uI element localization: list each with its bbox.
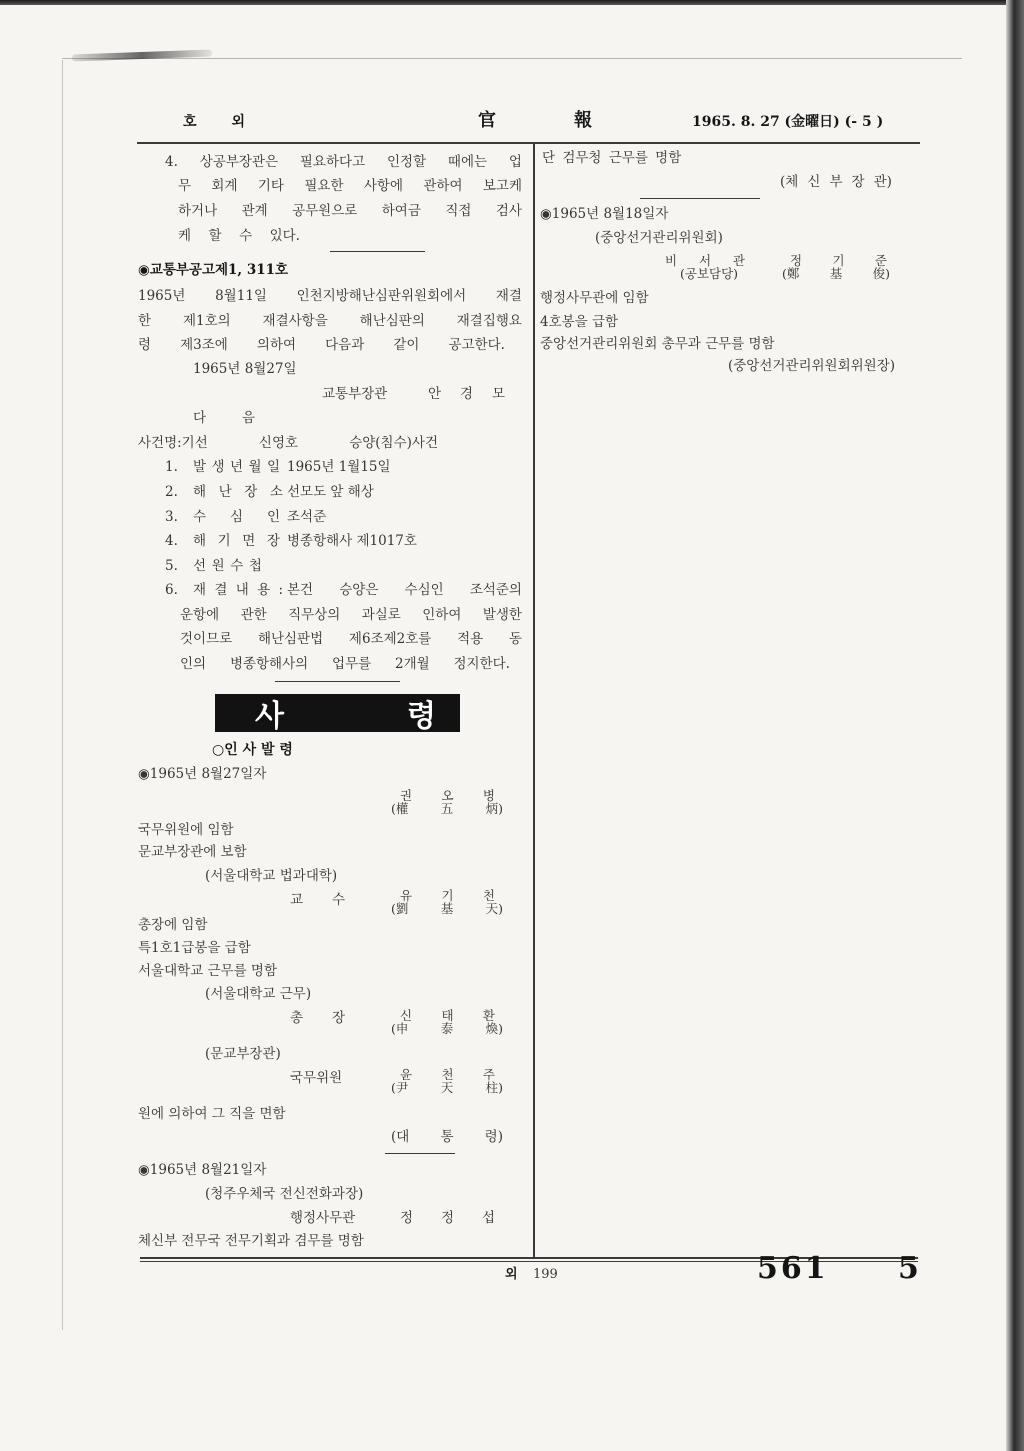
glyph-group: 장	[266, 533, 280, 549]
person-subtitle: (공보담당)	[680, 266, 739, 281]
glyph-group: 장	[244, 484, 258, 500]
glyph-group: 교	[290, 892, 304, 908]
glyph-group: 천	[441, 1067, 454, 1082]
section-rule	[385, 1153, 455, 1154]
glyph-group: 인천지방해난심판위원회에서	[296, 288, 467, 304]
glyph-group: 윤	[400, 1067, 413, 1082]
glyph-group: 하여금	[381, 203, 421, 219]
person-affiliation: (청주우체국 전신전화과장)	[205, 1186, 364, 1202]
glyph-group: 용	[257, 582, 271, 598]
personnel-heading: ○인 사 발 령	[212, 742, 293, 758]
glyph-group: 첩	[248, 558, 262, 574]
notice-date: 1965년 8월27일	[193, 361, 297, 377]
glyph-group: 섭	[481, 1210, 495, 1226]
person-name-hanja	[391, 802, 503, 815]
glyph-group: 난	[218, 484, 232, 500]
ruling-line	[180, 631, 522, 647]
glyph-group: 업무를	[332, 656, 372, 672]
edition-label	[183, 114, 245, 130]
glyph-group: 같이	[393, 337, 420, 353]
glyph-group: 정	[400, 1210, 414, 1226]
item-label	[193, 459, 280, 475]
item-number: 6.	[165, 582, 178, 598]
item-label	[193, 484, 283, 500]
glyph-group: 신	[400, 1008, 413, 1023]
notice-body-line	[138, 313, 522, 329]
order-line: 4호봉을 급함	[540, 314, 619, 330]
person-name-hanja	[391, 902, 503, 915]
glyph-group: 총	[290, 1010, 304, 1026]
item-value: 조석준	[287, 509, 327, 525]
glyph-group: 天)	[485, 901, 503, 916]
glyph-group: 재결사항을	[262, 313, 328, 329]
item-number: 4.	[165, 533, 178, 549]
item-label	[193, 582, 283, 598]
glyph-group: 2개월	[395, 656, 430, 672]
item-number: 3.	[165, 509, 178, 525]
notice-heading: ◉교통부공고제1, 311호	[138, 262, 289, 278]
glyph-group: 안	[428, 386, 442, 402]
person-name-hanja	[782, 267, 890, 280]
glyph-group: 기	[441, 888, 454, 903]
glyph-group: 수	[230, 558, 244, 574]
glyph-group: 외	[231, 114, 245, 130]
article-4-line	[178, 203, 522, 219]
glyph-group: (鄭	[782, 266, 800, 281]
glyph-group: 관한	[240, 607, 267, 623]
masthead-title-right: 報	[574, 110, 592, 131]
section-rule	[330, 251, 425, 252]
page-number: 5	[898, 1251, 922, 1286]
notice-signer-title: 교통부장관	[322, 386, 388, 402]
glyph-group: 승양(침수)사건	[349, 435, 438, 451]
glyph-group: 천	[482, 888, 495, 903]
glyph-group: 결	[214, 582, 228, 598]
glyph-group: 년	[229, 459, 244, 475]
glyph-group: 무	[178, 178, 192, 194]
order-line: 단 검무청 근무를 명함	[542, 150, 682, 166]
ruling-line	[180, 607, 522, 623]
glyph-group: 선	[193, 558, 207, 574]
personnel-date: ◉1965년 8월21일자	[138, 1162, 267, 1178]
glyph-group: 관하여	[423, 178, 463, 194]
glyph-group: 직접	[445, 203, 472, 219]
glyph-group: 8월11일	[215, 288, 267, 304]
person-title	[290, 892, 345, 908]
glyph-group: 五	[440, 801, 454, 816]
glyph-group: 俊)	[872, 266, 890, 281]
glyph-group: (權	[391, 801, 409, 816]
glyph-group: 인의	[180, 656, 207, 672]
order-line: 중앙선거관리위원회 총무과 근무를 명함	[540, 336, 775, 352]
item-number: 5.	[165, 558, 178, 574]
glyph-group: 재결집행요	[456, 313, 522, 329]
order-line: 행정사무관에 임함	[540, 290, 649, 306]
glyph-group: 기	[217, 533, 231, 549]
glyph-group: 발생한	[482, 607, 522, 623]
glyph-group: 泰	[440, 1021, 454, 1036]
glyph-group: 정	[790, 253, 803, 268]
glyph-group: 주	[482, 1067, 495, 1082]
glyph-group: 장	[851, 174, 865, 190]
glyph-group: (劉	[391, 901, 409, 916]
glyph-group: 기	[832, 253, 845, 268]
glyph-group: 있다.	[269, 228, 300, 244]
section-rule	[640, 198, 760, 199]
glyph-group: 병	[482, 788, 495, 803]
glyph-group: 적용	[457, 631, 484, 647]
order-line: 국무위원에 임함	[138, 822, 234, 838]
glyph-group: 의하여	[256, 337, 297, 353]
glyph-group: 령)	[484, 1129, 503, 1145]
item-label	[193, 533, 280, 549]
glyph-group: 조석준의	[469, 582, 522, 598]
banner-char: 령	[407, 699, 436, 734]
glyph-group: 신영호	[258, 435, 299, 451]
glyph-group: 수	[193, 509, 207, 525]
glyph-group: 할	[208, 228, 222, 244]
issuer-label	[391, 1129, 503, 1145]
glyph-group: 일	[266, 459, 280, 475]
article-4-line	[165, 154, 522, 170]
item-value	[287, 582, 522, 598]
glyph-group: 업	[508, 154, 522, 170]
order-line: 특1호1급봉을 급함	[138, 940, 251, 956]
glyph-group: 基	[829, 266, 843, 281]
glyph-group: 炳)	[485, 801, 503, 816]
section-banner	[215, 694, 460, 732]
glyph-group: 모	[491, 386, 505, 402]
person-title: 행정사무관	[290, 1210, 356, 1226]
glyph-group: 관	[732, 253, 745, 268]
glyph-group: 장	[331, 1010, 345, 1026]
glyph-group: 필요한	[304, 178, 344, 194]
glyph-group: 경	[459, 386, 474, 402]
glyph-group: 사항에	[363, 178, 403, 194]
glyph-group: 基	[440, 901, 454, 916]
item-number: 2.	[165, 484, 178, 500]
glyph-group: 부	[829, 174, 843, 190]
glyph-group: 동	[508, 631, 522, 647]
item-number: 1.	[165, 459, 178, 475]
glyph-group: 인정할	[386, 154, 427, 170]
glyph-group: 제6조제2호를	[348, 631, 432, 647]
glyph-group: 케	[178, 228, 192, 244]
notice-signer-name	[428, 386, 505, 402]
glyph-group: 운항에	[180, 607, 220, 623]
glyph-group: 음	[241, 410, 255, 426]
glyph-group: 해	[193, 533, 207, 549]
glyph-group: 사건명:기선	[138, 435, 208, 451]
glyph-group: 수	[239, 228, 253, 244]
glyph-group: 직무상의	[288, 607, 341, 623]
person-affiliation: (문교부장관)	[205, 1046, 281, 1062]
glyph-group: (대	[391, 1129, 410, 1145]
masthead-title-left: 官	[478, 110, 496, 131]
glyph-group: 원	[211, 558, 225, 574]
issuer-label	[780, 174, 892, 190]
glyph-group: :	[278, 582, 283, 598]
glyph-group: 제3조에	[180, 337, 228, 353]
glyph-group: 관)	[873, 174, 892, 190]
glyph-group: 수	[331, 892, 345, 908]
notice-body-line	[138, 337, 505, 353]
order-line: 서울대학교 근무를 명함	[138, 963, 277, 979]
person-affiliation: (서울대학교 근무)	[205, 986, 312, 1002]
glyph-group: 유	[400, 888, 413, 903]
glyph-group: 재결	[495, 288, 522, 304]
glyph-group: 인하여	[422, 607, 462, 623]
item-label	[193, 509, 280, 525]
glyph-group: 해	[193, 484, 207, 500]
glyph-group: 병종항해사의	[229, 656, 309, 672]
glyph-group: 4.	[165, 154, 178, 170]
glyph-group: 관계	[241, 203, 268, 219]
person-name-hanja	[391, 1022, 503, 1035]
glyph-group: 다음과	[325, 337, 365, 353]
scan-top-edge	[0, 0, 1010, 5]
glyph-group: 태	[441, 1008, 454, 1023]
glyph-group: 한	[138, 313, 152, 329]
item-value: 선모도 앞 해상	[287, 484, 374, 500]
glyph-group: 소	[269, 484, 283, 500]
scan-top-margin-line	[62, 58, 962, 59]
glyph-group: 보고케	[482, 178, 522, 194]
glyph-group: 기타	[257, 178, 284, 194]
person-title	[290, 1010, 345, 1026]
scan-right-edge	[1006, 0, 1024, 1451]
order-line: 총장에 임함	[138, 917, 208, 933]
banner-char: 사	[255, 699, 284, 734]
glyph-group: 정	[440, 1210, 455, 1226]
scan-smudge	[72, 50, 212, 62]
glyph-group: 과실로	[361, 607, 401, 623]
glyph-group: 해난심판의	[359, 313, 425, 329]
glyph-group: 정지한다.	[453, 656, 510, 672]
glyph-group: (申	[391, 1021, 409, 1036]
issuer-label: (중앙선거관리위원회위원장)	[728, 358, 896, 374]
glyph-group: 1965년	[138, 288, 186, 304]
order-line: 원에 의하여 그 직을 면함	[138, 1106, 286, 1122]
glyph-group: 회계	[211, 178, 238, 194]
glyph-group: 때에는	[447, 154, 488, 170]
glyph-group: 신	[807, 174, 821, 190]
glyph-group: 해난심판법	[257, 631, 324, 647]
glyph-group: 煥)	[485, 1021, 503, 1036]
glyph-group: 공무원으로	[292, 203, 358, 219]
glyph-group: (尹	[391, 1080, 409, 1095]
article-4-line	[178, 228, 300, 244]
glyph-group: 비	[665, 253, 678, 268]
item-value: 1965년 1월15일	[287, 459, 391, 475]
notice-following-label	[193, 410, 255, 426]
glyph-group: 월	[248, 459, 262, 475]
supplement-label: 외	[505, 1267, 518, 1282]
issue-date: 1965. 8. 27 (金曜日) (- 5 )	[692, 114, 884, 130]
glyph-group: 호	[183, 114, 197, 130]
person-name	[400, 1210, 495, 1226]
glyph-group: 공고한다.	[448, 337, 505, 353]
glyph-group: 준	[874, 253, 887, 268]
glyph-group: 발	[193, 459, 207, 475]
glyph-group: 柱)	[485, 1080, 503, 1095]
glyph-group: 天	[440, 1080, 454, 1095]
scan-left-margin-line	[62, 60, 63, 1330]
person-title: 국무위원	[290, 1070, 343, 1086]
personnel-date: ◉1965년 8월27일자	[138, 766, 267, 782]
glyph-group: 수심인	[404, 582, 444, 598]
glyph-group: 통	[440, 1129, 454, 1145]
glyph-group: 인	[266, 509, 280, 525]
item-value: 병종항해사 제1017호	[287, 533, 417, 549]
page-number-total: 561	[757, 1251, 829, 1286]
glyph-group: 상공부장관은	[199, 154, 278, 170]
glyph-group: 심	[229, 509, 244, 525]
notice-case-name	[138, 435, 438, 451]
glyph-group: 필요하다고	[299, 154, 366, 170]
order-line: 체신부 전무국 전무기획과 겸무를 명함	[138, 1233, 364, 1249]
ruling-line	[180, 656, 510, 672]
glyph-group: 서	[698, 253, 712, 268]
glyph-group: 검사	[495, 203, 522, 219]
header-rule	[137, 142, 920, 144]
glyph-group: 승양은	[339, 582, 379, 598]
personnel-date: ◉1965년 8월18일자	[540, 206, 669, 222]
glyph-group: 내	[235, 582, 249, 598]
glyph-group: 오	[441, 788, 454, 803]
glyph-group: 것이므로	[180, 631, 233, 647]
person-affiliation: (중앙선거관리위원회)	[595, 230, 723, 246]
glyph-group: 생	[211, 459, 225, 475]
section-rule	[275, 681, 400, 682]
glyph-group: 권	[400, 788, 413, 803]
notice-body-line	[138, 288, 522, 304]
column-divider	[533, 143, 535, 1258]
glyph-group: (체	[780, 174, 799, 190]
item-label	[193, 558, 262, 574]
glyph-group: 환	[482, 1008, 495, 1023]
glyph-group: 면	[242, 533, 256, 549]
supplement-number: 199	[533, 1267, 558, 1282]
person-name-hanja	[391, 1081, 503, 1094]
glyph-group: 재	[193, 582, 207, 598]
order-line: 문교부장관에 보함	[138, 844, 247, 860]
glyph-group: 령	[138, 337, 152, 353]
person-affiliation: (서울대학교 법과대학)	[205, 868, 338, 884]
glyph-group: 다	[193, 410, 207, 426]
glyph-group: 제1호의	[182, 313, 231, 329]
article-4-line	[178, 178, 522, 194]
glyph-group: 본건	[287, 582, 314, 598]
glyph-group: 하거나	[178, 203, 218, 219]
